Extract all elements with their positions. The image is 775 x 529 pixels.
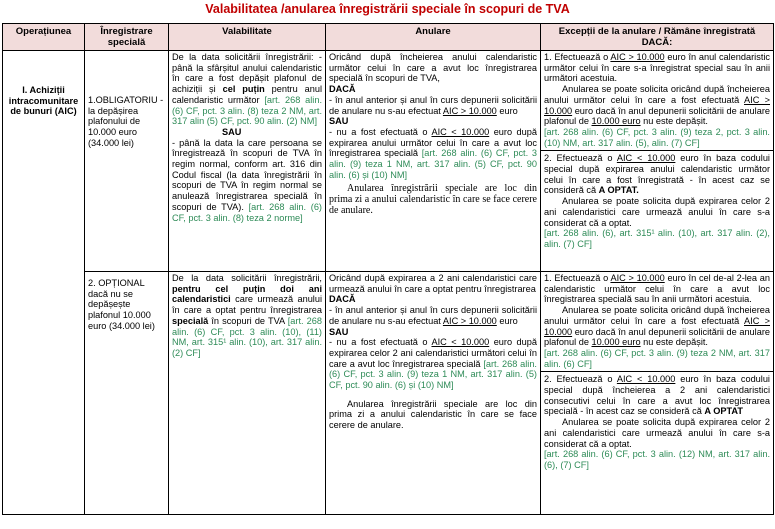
registration-mandatory: 1.OBLIGATORIU - la depășirea plafonului de 10.000 euro (34.000 lei) [85,51,169,272]
cancel-mandatory: Oricând după încheierea anului calendaristic următor celui în care a avut loc înregistrarea specială în scopuri de TVA, DACĂ - în anul anterior și anul în curs depunerii solicitării de anulare nu s-au efectuat AIC > 10.000 euro SAU - nu a fost efectuată o AIC < 10.000 euro după expirarea anului următor celui în care a avut loc înregistrarea specială [art. 268 alin. (6) CF, pct. 3 alin. (9) teza 1 NM, art. 317 alin. (5) CF, pct. 90 alin. (6) și (10) NM] Anularea înregistrării speciale are loc din prima zi a anului calendaristic în care se face cerere de anulare. [326,51,541,272]
operation-cell: I. Achiziții intracomunitare de bunuri (AIC) [3,51,85,515]
cancel-optional: Oricând după expirarea a 2 ani calendaristici care urmează anului în care a optat pentru înregistrarea DACĂ - în anul anterior și anul în curs depunerii solicitării de anulare nu s-au efectuat AIC > 10.000 euro SAU - nu a fost efectuată o AIC < 10.000 euro după expirarea celor 2 ani calendaristici următori celui în care a avut loc înregistrarea specială [art. 268 alin. (6) CF, pct. 3 alin. (9) teza 1 NM, art. 317 alin. (5) CF, pct. 90 alin. (6) și (10) NM] Anularea înregistrării speciale are loc din prima zi a anului calendaristic în care se face cerere de anulare. [326,272,541,515]
table-row [3,51,774,272]
exception-item: 2. Efectuează o AIC < 10.000 euro în baza codului special după încheierea a 2 ani calendaristici consecutivi celui în care a avut loc înregistrarea specială - în acest caz se consideră că A OPTAT Anularea se poate solicita după expirarea celor 2 ani calendaristici care urmează anului în care s-a considerat că a optat. [art. 268 alin. (6) CF, pct. 3 alin. (12) NM, art. 317 alin. (6), (7) CF] [541,371,773,470]
exceptions-optional: 1. Efectuează o AIC > 10.000 euro în cel de-al 2-lea an calendaristic următor celui în care a avut loc înregistrarea specială sau în anii următori acestuia. Anularea se poate solicita oricând după încheierea anului următor celui în care a fost efectuată AIC > 10.000 euro dacă în anul depunerii solicitării de anulare plafonul de 10.000 euro nu este depășit. [art. 268 alin. (6) CF, pct. 3 alin. (9) teza 2 NM, art. 317 alin. (6) CF] 2. Efectuează o AIC < 10.000 euro în baza codului special după încheierea a 2 ani calendaristici consecutivi celui în care a avut loc înregistrarea specială - în acest caz se consideră că A OPTAT Anularea se poate solicita după expirarea celor 2 ani calendaristici care urmează anului în care s-a considerat că a optat. [art. 268 alin. (6) CF, pct. 3 alin. (12) NM, art. 317 alin. (6), (7) CF] [541,272,774,515]
registration-optional: 2. OPȚIONAL dacă nu se depășește plafonul 10.000 euro (34.000 lei) [85,272,169,515]
table-row [3,272,774,515]
vat-registration-table [2,23,774,515]
header-registration: Înregistrare specială [85,24,169,51]
exception-item: 2. Efectuează o AIC < 10.000 euro în baza codului special după expirarea anului calendaristic următor celui în care a fost înregistrată - în acest caz se consideră că A OPTAT. Anularea se poate solicita după expirarea celor 2 ani calendaristici care urmează anului în care s-a considerat că a optat. [art. 268 alin. (6), art. 315¹ alin. (10), art. 317 alin. (2), alin. (7) CF] [541,150,773,249]
table-header-row [3,24,774,51]
validity-optional: De la data solicitării înregistrării, pentru cel puțin doi ani calendaristici care urmează anului în care a optat pentru înregistrarea specială în scopuri de TVA [art. 268 alin. (6) CF, pct. 3 alin. (10), (11) NM, art. 315¹ alin. (10), art. 317 alin. (2) CF] [169,272,326,515]
header-validity: Valabilitate [169,24,326,51]
exceptions-mandatory: 1. Efectuează o AIC > 10.000 euro în anul calendaristic următor celui în care s-a înregistrat special sau în anii următori acestuia. Anularea se poate solicita oricând după încheierea anului următor celui în care a fost efectuată AIC > 10.000 euro dacă în anul depunerii solicitării de anulare plafonul de 10.000 euro nu este depășit. [art. 268 alin. (6) CF, pct. 3 alin. (9) teza 2, pct. 3 alin. (10) NM, art. 317 alin. (5), alin. (7) CF] 2. Efectuează o AIC < 10.000 euro în baza codului special după expirarea anului calendaristic următor celui în care a fost înregistrată - în acest caz se consideră că A OPTAT. Anularea se poate solicita după expirarea celor 2 ani calendaristici care urmează anului în care s-a considerat că a optat. [art. 268 alin. (6), art. 315¹ alin. (10), art. 317 alin. (2), alin. (7) CF] [541,51,774,272]
validity-mandatory: De la data solicitării înregistrării: - până la sfârșitul anului calendaristic în care a fost depășit plafonul de achiziții și cel puțin pentru anul calendaristic următor [art. 268 alin. (6) CF, pct. 3 alin. (8) teza 2 NM, art. 317 alin (5) CF, pct. 90 alin. (2) NM] SAU - până la data la care persoana se înregistrează în scopuri de TVA în regim normal, conform art. 316 din Codul fiscal (la data înregistrării în scopuri de TVA în regim normal se anulează înregistrarea specială în scopuri de TVA). [art. 268 alin. (6) CF, pct. 3 alin. (8) teza 2 norme] [169,51,326,272]
header-exceptions: Excepții de la anulare / Rămâne înregistrată DACĂ: [541,24,774,51]
header-cancel: Anulare [326,24,541,51]
header-operation: Operațiunea [3,24,85,51]
page-title: Valabilitatea /anularea înregistrării speciale în scopuri de TVA [205,2,570,16]
